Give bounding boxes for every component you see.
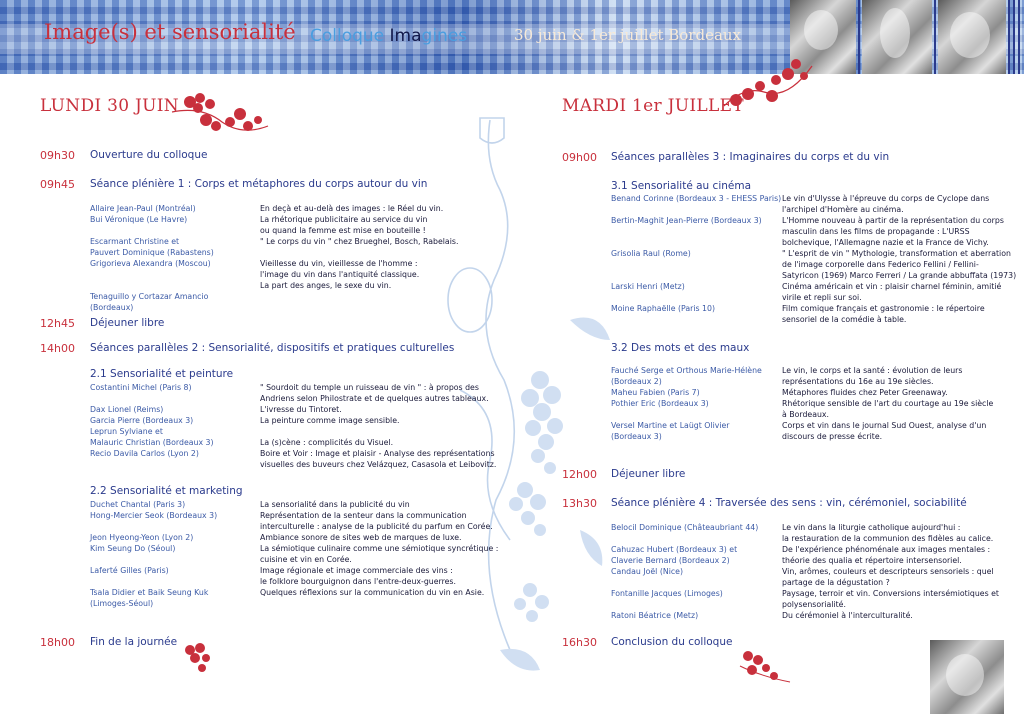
talk-list: En deçà et au-delà des images : le Réel du vin. La rhétorique publicitaire au service du vin ou quand la femme est mise en bouteille ! " Le corps du vin " chez Brueghel, Bosch, Rabelais. Vieillesse du vin, vieillesse de l'homme : l'image du vin dans l'antiquité classique. La part des anges, le sexe du vin.	[260, 204, 459, 290]
speaker-list: Allaire Jean-Paul (Montréal) Bui Véronique (Le Havre) Escarmant Christine et Pauvert Dominique (Rabastens) Grigorieva Alexandra (Moscou) Tenaguillo y Cortazar Amancio (Bordeaux)	[90, 204, 214, 312]
subsession-title: 3.2 Des mots et des maux	[611, 342, 750, 354]
divider-line	[1018, 0, 1020, 74]
speaker-list: Belocil Dominique (Châteaubriant 44) Cahuzac Hubert (Bordeaux 3) et Claverie Bernard (Bordeaux 2) Candau Joël (Nice) Fontanille Jacques (Limoges) Ratoni Béatrice (Metz)	[611, 523, 759, 620]
speaker-list: Benand Corinne (Bordeaux 3 - EHESS Paris) Bertin-Maghit Jean-Pierre (Bordeaux 3) Grisolia Raul (Rome) Larski Henri (Metz) Moine Raphaëlle (Paris 10)	[611, 194, 782, 313]
sculpture-photo-2	[862, 0, 932, 74]
time-label: 09h30	[40, 149, 75, 162]
sculpture-photo-3	[938, 0, 1006, 74]
speaker-list: Duchet Chantal (Paris 3) Hong-Mercier Seok (Bordeaux 3) Jeon Hyeong-Yeon (Lyon 2) Kim Seung Do (Séoul) Laferté Gilles (Paris) Tsala Didier et Baik Seung Kuk (Limoges-Séoul)	[90, 500, 218, 608]
session-label: Fin de la journée	[90, 636, 178, 648]
divider-line	[1013, 0, 1015, 74]
talk-list: Le vin, le corps et la santé : évolution de leurs représentations du 16e au 19e siècles. Métaphores fluides chez Peter Greenaway. Rhétorique sensible de l'art du courtage au 19e siècle à Bordeaux. Corps et vin dans le journal Sud Ouest, analyse d'un discours de presse écrite.	[782, 366, 994, 441]
sculpture-photo-4	[930, 640, 1004, 714]
time-label: 09h45	[40, 178, 75, 191]
grape-vine-decoration	[180, 640, 220, 676]
subsession-title: 2.1 Sensorialité et peinture	[90, 368, 234, 380]
time-label: 14h00	[40, 342, 75, 355]
time-label: 16h30	[562, 636, 597, 649]
session-label: Séance plénière 4 : Traversée des sens : vin, cérémoniel, sociabilité	[611, 497, 967, 509]
speaker-list: Fauché Serge et Orthous Marie-Hélène (Bordeaux 2) Maheu Fabien (Paris 7) Pothier Eric (Bordeaux 3) Versel Martine et Laügt Olivier (Bordeaux 3)	[611, 366, 762, 441]
subsession-title: 2.2 Sensorialité et marketing	[90, 485, 243, 497]
time-label: 09h00	[562, 151, 597, 164]
session-label: Déjeuner libre	[90, 317, 165, 329]
grape-vine-decoration	[170, 92, 270, 152]
talk-list: Le vin d'Ulysse à l'épreuve du corps de Cyclope dans l'archipel d'Homère au cinéma. L'Homme nouveau à partir de la représentation du corps masculin dans les films de propagande : L'URSS bolchevique, l'Allemagne nazie et la France de Vichy. " L'esprit de vin " Mythologie, transformation et aberration de l'image corporelle dans Federico Fellini / Fellini- Satyricon (1969) Marco Ferreri / La grande abbuffata (1973) Cinéma américain et vin : plaisir charnel féminin, amitié virile et repli sur soi. Film comique français et gastronomie : le répertoire sensoriel de la comédie à table.	[782, 194, 1017, 324]
session-label: Séances parallèles 2 : Sensorialité, dispositifs et pratiques culturelles	[90, 342, 455, 354]
subsession-title: 3.1 Sensorialité au cinéma	[611, 180, 752, 192]
time-label: 12h00	[562, 468, 597, 481]
divider-line	[1008, 0, 1010, 74]
talk-list: La sensorialité dans la publicité du vin Représentation de la senteur dans la communication interculturelle : analyse de la publicité du parfum en Corée. Ambiance sonore de sites web de marques de luxe. La sémiotique culinaire comme une sémiotique syncrétique : cuisine et vin en Corée. Image régionale et image commerciale des vins : le folklore bourguignon dans l'entre-deux-guerres. Quelques réflexions sur la communication du vin en Asie.	[260, 500, 499, 597]
day1-heading: LUNDI 30 JUIN	[40, 96, 179, 116]
time-label: 12h45	[40, 317, 75, 330]
colloque-title: Colloque Imagines	[310, 26, 468, 46]
session-label: Ouverture du colloque	[90, 149, 208, 161]
conference-title: Image(s) et sensorialité	[44, 20, 296, 44]
time-label: 13h30	[562, 497, 597, 510]
session-label: Conclusion du colloque	[611, 636, 733, 648]
grape-vine-decoration	[738, 646, 794, 686]
conference-dates: 30 juin & 1er juillet Bordeaux	[514, 26, 742, 44]
time-label: 18h00	[40, 636, 75, 649]
speaker-list: Costantini Michel (Paris 8) Dax Lionel (Reims) Garcia Pierre (Bordeaux 3) Leprun Sylviane et Malauric Christian (Bordeaux 3) Recio Davila Carlos (Lyon 2)	[90, 383, 214, 458]
day2-heading: MARDI 1er JUILLET	[562, 96, 744, 116]
talk-list: " Sourdoit du temple un ruisseau de vin " : à propos des Andriens selon Philostrate et de quelques autres tableaux. L'ivresse du Tintoret. La peinture comme image sensible. La (s)cène : complicités du Visuel. Boire et Voir : Image et plaisir - Analyse des représentations visuelles des buveurs chez Velázquez, Casasola et Leibovitz.	[260, 383, 497, 469]
talk-list: Le vin dans la liturgie catholique aujourd'hui : la restauration de la communion des fidèles au calice. De l'expérience phénoménale aux images mentales : théorie des qualia et répertoire intersensoriel. Vin, arômes, couleurs et descripteurs sensoriels : quel partage de la dégustation ? Paysage, terroir et vin. Conversions intersémiotiques et polysensorialité. Du cérémoniel à l'interculturalité.	[782, 523, 999, 620]
header-banner	[0, 0, 1024, 74]
divider-line	[934, 0, 936, 74]
session-label: Séance plénière 1 : Corps et métaphores du corps autour du vin	[90, 178, 428, 190]
session-label: Déjeuner libre	[611, 468, 686, 480]
divider-line	[858, 0, 860, 74]
session-label: Séances parallèles 3 : Imaginaires du corps et du vin	[611, 151, 890, 163]
